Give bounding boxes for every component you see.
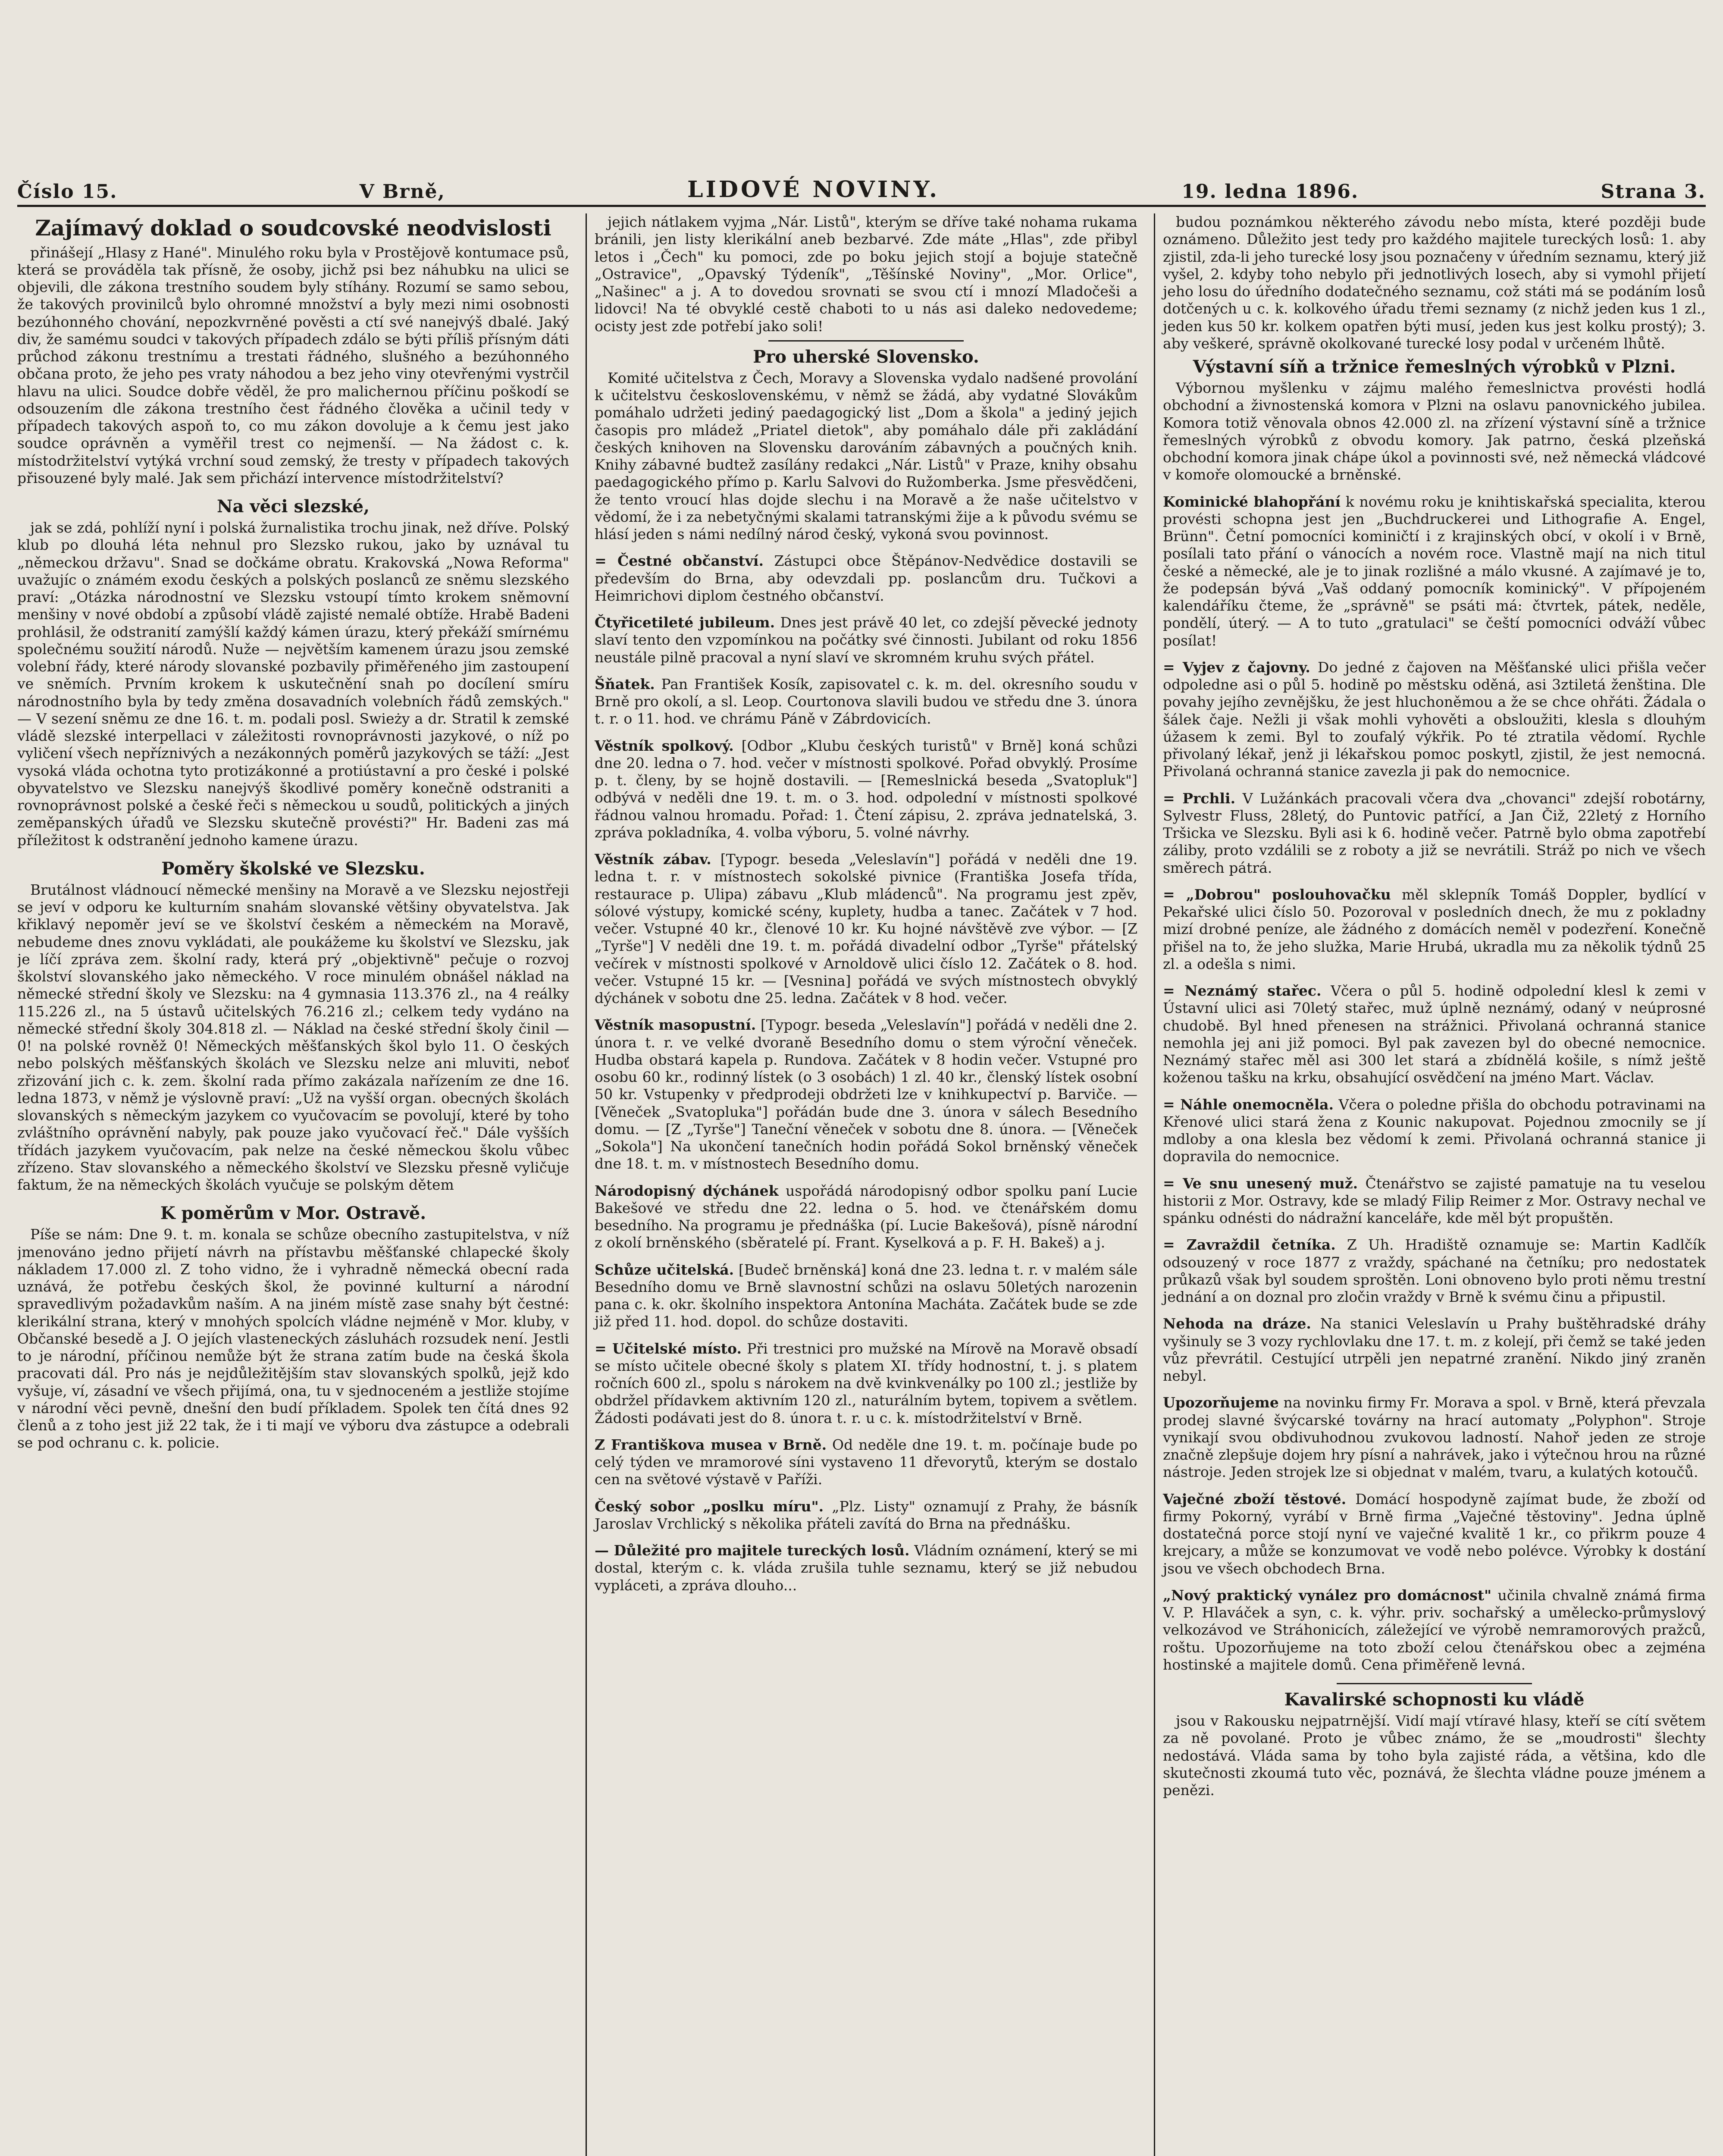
news-item (595, 737, 1137, 842)
news-item-body: Čtenářstvo se zajisté pamatuje na tu veselou historii z Mor. Ostravy, kde se mladý Filip Reimer z Mor. Ostravy nechal ve spánku odnésti do nádražní kanceláře, kde měl být propuštěn. (1163, 1175, 1706, 1226)
news-item-title: Kominické blahopřání (1163, 493, 1341, 510)
news-item-body: Vládním oznámení, který se mi dostal, kterým c. k. vláda zrušila tuhle seznamu, který se již nebudou vypláceti, a zpráva dlouho... (595, 1542, 1137, 1594)
news-item-title: = Učitelské místo. (595, 1340, 742, 1357)
news-item-title: Vaječné zboží těstové. (1163, 1490, 1347, 1507)
news-item-body: Včera o poledne přišla do obchodu potravinami na Křenové ulici stará žena z Kounic nakupovat. Pojednou zmocnily se jí mdloby a ona klesla bez vědomí k zemi. Přivolaná ochranná stanice ji dopravila do nemocnice. (1163, 1096, 1706, 1165)
article-body: přinášejí „Hlasy z Hané". Minulého roku byla v Prostějově kontumace psů, která se prováděla tak přísně, že osoby, jichž psi bez náhubku na ulici se objevili, dle zákona trestního soudem byly stíhány. Rozumí se samo sebou, že takových provinilců bylo ohromné množství a byly mezi nimi osobnosti bezúhonného chování, nepozkvrněné pověsti a ctí své nanejvýš dbalé. Jaký div, že samému soudci v takových případech zdálo se býti příliš přísným dáti průchod zákonu trestnímu a trestati řádného, slušného a bezúhonného občana proto, že jeho pes vraty náhodou a bez jeho viny otevřenými vystrčil hlavu na ulici. Soudce dobře věděl, že pro malichernou příčinu poškodí se odsouzením dle zákona trestního čest řádného člověka a učinil tedy v případech takových aspoň to, co mu zákon dovoluje a k čemu jest jako soudce oprávněn a vyměřil trest co nejmenší. — Na žádost c. k. místodržitelství vytýká vrchní soud zemský, že tresty v případech takových přisouzené byly malé. Jak sem přichází intervence místodržitelství? (17, 244, 569, 486)
page-header (17, 155, 1706, 203)
article (1163, 357, 1706, 484)
news-item-title: = Čestné občanství. (595, 552, 764, 570)
news-item (595, 1542, 1137, 1594)
news-item-title: Národopisný dýchánek (595, 1182, 779, 1199)
news-item-body: k novému roku je knihtiskařská specialita, kterou provésti schopna jest jen „Buchdruckerei und Lithografie A. Engel, Brünn". Četní pomocníci kominičtí i z krajinských obcí, v okolí i v Brně, posílali tato přání o vánocích a novém roce. Vlastně mají na nich titul české a německé, ale je to jinak rozlišné a málo vkusné. A zajímavé je to, že podepsán bývá „Vaš oddaný pomocník kominický". V přípojeném kalendáříku čteme, že „správně" se psáti má: čtvrtek, pátek, neděle, pondělí, úterý. — A to tuto „gratulaci" se čeští pomocníci odváží vůbec posílat! (1163, 493, 1706, 649)
news-item (1163, 790, 1706, 877)
news-item (1163, 1394, 1706, 1481)
article (17, 496, 569, 849)
city: V Brně, (359, 181, 445, 203)
news-item-body: uspořádá národopisný odbor spolku paní Lucie Bakešové ve středu dne 22. ledna o 5. hod. ve čtenářském domu besedního. Na programu je přednáška (pí. Lucie Bakešová), písně národní z okolí brněnského (sběratelé pí. Frant. Kyselková a p. F. H. Bakeš) a j. (595, 1182, 1137, 1251)
article-body: jak se zdá, pohlíží nyní i polská žurnalistika trochu jinak, než dříve. Polský klub po dlouhá léta nehnul pro Slezsko rukou, jako by uznával tu „německou državu". Snad se dočkáme obratu. Krakovská „Nowa Reforma" uvažujíc o známém exodu českých a polských poslanců ze sněmu slezského praví: „Otázka národnostní ve Slezsku vstoupí tímto krokem sněmovní menšiny v nové období a způsobí vládě zajisté nemalé obtíže. Hrabě Badeni prohlásil, že odstranití zamýšlí každý kámen úrazu, který překáží smírnému společnému soužití národů. Nuže — největším kamenem úrazu jsou zemské volební řády, které národy slovanské pozbavily přiměřeného jim zastoupení ve sněmích. Prvním krokem k uskutečnění snah po docílení smíru národnostního byla by tedy změna dosavadních volebních řádů zemských." — V sezení sněmu ze dne 16. t. m. podali posl. Swieży a dr. Stratil k zemské vládě slezské interpellaci v záležitosti rovnoprávnosti jazykové, o níž po vyličení všech nepříznivých a nezákonných poměrů jazykových se táží: „Jest vysoká vláda ochotna tyto protizákonné a protiústavní a pro české i polské obyvatelstvo ve Slezsku nanejvýš škodlivé poměry konečně odstraniti a rovnoprávnost polské a české řeči s německou u soudů, politických a jiných zeměpanských úřadů ve Slezsku skutečně provésti?" Hr. Badeni zas má příležitost k odstranění jednoho kamene úrazu. (17, 519, 569, 849)
header-rule (17, 205, 1706, 207)
news-item-body: [Typogr. beseda „Veleslavín"] pořádá v neděli dne 19. ledna t. r. v místnostech sokolské pivnice (Františka Josefa třída, restaurace p. Ulipa) zábavu „Klub mládenců". Na programu jest zpěv, sólové výstupy, komické scény, kuplety, hudba a tanec. Začátek v 7 hod. večer. Vstupné 40 kr., členové 10 kr. Ku hojné návštěvě zve výbor. — [Z „Tyrše"] V neděli dne 19. t. m. pořádá divadelní odbor „Tyrše" přátelský večírek v místnosti spolkové v Arnoldově ulici číslo 12. Začátek o 8. hod. večer. Vstupné 15 kr. — [Vesnina] pořádá ve svých místnostech obvyklý dýchánek v sobotu dne 25. ledna. Začátek v 8 hod. večer. (595, 851, 1137, 1006)
news-item-title: = Náhle onemocněla. (1163, 1096, 1334, 1113)
news-item-title: Šňatek. (595, 675, 655, 693)
news-item-title: = Neznámý stařec. (1163, 982, 1322, 999)
news-item-body: „Plz. Listy" oznamují z Prahy, že básník Jaroslav Vrchlický s několika přáteli zavítá do Brna na přednášku. (595, 1498, 1137, 1532)
news-item (1163, 1587, 1706, 1673)
issue-date: 19. ledna 1896. (1181, 181, 1359, 203)
article-body: Brutálnost vládnoucí německé menšiny na Moravě a ve Slezsku nejostřeji se jeví v odporu ke kulturním snahám slovanské většiny obyvatelstva. Jak křiklavý nepoměr jeví se ve školství českém a německém na Moravě, nebudeme dnes znovu vykládati, ale poukážeme ku školství ve Slezsku, jak je líčí zpráva zem. školní rady, která prý „objektivně" pečuje o rozvoj školství slovanského jako německého. V roce minulém obnášel náklad na německé střední školy ve Slezsku: na 4 gymnasia 113.376 zl., na 4 reálky 115.226 zl., na 5 ústavů učitelských 76.216 zl.; celkem tedy vydáno na německé střední školy 304.818 zl. — Náklad na české střední školy činil — 0! na polské rovněž 0! Německých měšťanských škol bylo 11. O českých nebo polských měšťanských školách ve Slezsku nelze ani mluviti, neboť zřizování jich c. k. zem. školní rada přímo zakázala nařízením ze dne 16. ledna 1873, v němž je výslovně praví: „Už na vyšší organ. obecných školách slovanských s německým jazykem co vyučovacím se povolují, které by toho zvláštního oprávnění nabyly, pak pouze jako vyučovací řeč." Dále vyšších třídách jazykem vyučovacím, pak nelze na české německou školu vůbec zřízeno. Stav slovanského a německého školství ve Slezsku přesně vyličuje faktum, že na německých školách vyučuje se polským dětem (17, 881, 569, 1193)
news-item-title: — Důležité pro majitele tureckých losů. (595, 1542, 910, 1559)
article-headline: Kavalirské schopnosti ku vládě (1284, 1689, 1585, 1710)
column-2 (586, 213, 1137, 2156)
news-item-title: Nehoda na dráze. (1163, 1315, 1311, 1332)
article-body: Komité učitelstva z Čech, Moravy a Slovenska vydalo nadšené provolání k učitelstvu československému, v němž se žádá, aby vydatné Slovákům pomáhalo udržeti jediný paedagogický list „Dom a škola" a jediný jejich časopis pro mládež „Priatel dietok", aby pomáhalo dále při zakládání českých knihoven na Slovensku darováním zábavných a poučných knih. Knihy zábavné budtež zasílány redakci „Nár. Listů" v Praze, knihy obsahu paedagogického přímo p. Karlu Salvovi do Ružomberka. Jsme přesvědčeni, že tento vroucí hlas dojde slechu i na Moravě a že naše učitelstvo v vědomí, že i za nebetyčnými skalami tatranskými žije a k původu svému se hlásí jeden s námi nedílný národ český, vykoná svou povinnost. (595, 369, 1137, 542)
news-item-title: Věstník zábav. (595, 851, 711, 868)
news-item-title: Čtyřicetileté jubileum. (595, 614, 775, 631)
news-item (595, 851, 1137, 1007)
news-item (1163, 1096, 1706, 1166)
news-item-title: „Nový praktický vynález pro domácnost" (1163, 1586, 1492, 1604)
separator (768, 340, 964, 342)
news-item-title: Věstník spolkový. (595, 737, 734, 754)
news-item (1163, 1175, 1706, 1227)
newspaper-title: LIDOVÉ NOVINY. (687, 176, 940, 203)
article-body: budou poznámkou některého závodu nebo místa, které později bude oznámeno. Důležito jest tedy pro každého majitele tureckých losů: 1. aby zjistil, zda-li jeho turecké losy jsou poznačeny v úředním seznamu, který již vyšel, 2. kdyby toho nebylo při jednotlivých losech, aby si vymohl přijetí jeho losu do úředního dodatečného seznamu, což státi má se podáním losů dotčených u c. k. kolkového úřadu třemi seznamy (z nichž jeden kus 1 zl., jeden kus 50 kr. kolkem opatřen býti musí, jeden kus jest kolku prostý); 3. aby veškeré, správně okolkované turecké losy podal v určeném lhůtě. (1163, 213, 1706, 352)
column-1 (17, 213, 569, 2156)
news-item (595, 676, 1137, 728)
article-headline: Výstavní síň a tržnice řemeslných výrobků v Plzni. (1193, 357, 1676, 377)
article-body: Výbornou myšlenku v zájmu malého řemeslnictva provésti hodlá obchodní a živnostenská komora v Plzni na oslavu panovnického jubilea. Komora totiž věnovala obnos 42.000 zl. na zřízení výstavní síně a tržnice řemeslných výrobků z obvodu komory. Jak patrno, česká plzeňská obchodní komora jinak chápe úkol a povinnosti své, než německá vládcové v komoře olomoucké a brněnské. (1163, 379, 1706, 483)
news-item-title: = Vyjev z čajovny. (1163, 658, 1310, 676)
issue-number: Číslo 15. (17, 181, 118, 203)
news-item (1163, 886, 1706, 973)
news-item-body: Od neděle dne 19. t. m. počínaje bude po celý týden ve mramorové síni vystaveno 11 dřevorytů, kterým se dostalo cen na světové výstavě v Paříži. (595, 1436, 1137, 1488)
news-item (595, 1436, 1137, 1489)
news-item-title: = Ve snu unesený muž. (1163, 1175, 1358, 1192)
news-item (595, 1498, 1137, 1533)
article-headline: K poměrům v Mor. Ostravě. (160, 1203, 426, 1224)
column-3 (1154, 213, 1706, 2156)
article (1163, 1689, 1706, 1799)
page-number: Strana 3. (1601, 181, 1706, 203)
news-item (1163, 982, 1706, 1087)
news-item (595, 552, 1137, 605)
news-item-body: Do jedné z čajoven na Měšťanské ulici přišla večer odpoledne asi o půl 5. hodině po městsku oděná, asi 3ztiletá ženština. Dle povahy jejího zevnějšku, že jest hluchoněmou a že se chce ohřáti. Žádala o šálek čaje. Nežli ji však mohli vyhověti a obsloužiti, klesla s dlouhým úžasem k zemi. Byl to zoufalý výkřik. Po té ztratila vědomí. Rychle přivolaný lékař, jenž ji lékařskou pomoc poskytl, zjistil, že jest nemocná. Přivolaná ochranná stanice zavezla ji pak do nemocnice. (1163, 658, 1706, 780)
article (17, 217, 569, 487)
news-item (595, 1016, 1137, 1172)
news-item-body: Domácí hospodyně zajímat bude, že zboží od firmy Pokorný, vyrábí v Brně firma „Vaječné těstoviny". Jedna úplně dostatečná porce stojí nyní ve vaječné kvalitě 1 kr., co přikrm pouze 4 krejcary, a může se konzumovat ve vodě nebo polévce. Výrobky k dostání jsou ve všech obchodech Brna. (1163, 1490, 1706, 1577)
article-headline: Na věci slezské, (216, 496, 370, 517)
news-item-title: Schůze učitelská. (595, 1261, 734, 1278)
news-item-title: Z Františkova musea v Brně. (595, 1436, 827, 1453)
news-item-body: Pan František Kosík, zapisovatel c. k. m. del. okresního soudu v Brně pro okolí, a sl. Leop. Courtonova slavili budou ve středu dne 3. února t. r. o 11. hod. ve chrámu Páně v Zábrdovicích. (595, 675, 1137, 727)
news-item (595, 1182, 1137, 1252)
news-item-body: učinila chvalně známá firma V. P. Hlaváček a syn, c. k. výhr. priv. sochařský a umělecko-průmyslový velkozávod ve Stráhonicích, záležející ve výrobě nemramorových pražců, roštu. Upozorňujeme na toto zboží celou čtenářskou obec a zejména hostinské a majitele domů. Cena přiměřeně levná. (1163, 1586, 1706, 1673)
news-item-body: Z Uh. Hradiště oznamuje se: Martin Kadlčík odsouzený v roce 1877 z vraždy, spáchané na četníku; pro nedostatek průkazů však byl soudem sproštěn. Loni obnoveno bylo proti němu trestní jednání a on doznal pro zločin vraždy v Brně k svému činu a připustil. (1163, 1236, 1706, 1305)
article-headline: Poměry školské ve Slezsku. (161, 858, 425, 879)
news-item-title: Upozorňujeme (1163, 1394, 1279, 1411)
news-item (595, 1261, 1137, 1331)
news-item-body: Zástupci obce Štěpánov-Nedvědice dostavili se především do Brna, aby odevzdali pp. poslancům dru. Tučkovi a Heimrichovi diplom čestného občanství. (595, 552, 1137, 604)
news-item-body: na novinku firmy Fr. Morava a spol. v Brně, která převzala prodej slavné švýcarské továrny na hrací automaty „Polyphon". Stroje vynikají svou obdivuhodnou zvukovou ladností. Nahoř jeden ze stroje značně zlepšuje dojem hry písní a nahrávek, jako i výtečnou hrou na různé nástroje. Jeden strojek lze si objednat v malém, tvaru, a kulatých kotoučů. (1163, 1394, 1706, 1481)
article (595, 347, 1137, 543)
news-item-title: Věstník masopustní. (595, 1016, 756, 1034)
news-item-body: Dnes jest právě 40 let, co zdejší pěvecké jednoty slaví tento den vzpomínkou na počátky své činnosti. Jubilant od roku 1856 neustále pilně pracoval a nyní slaví ve skromném kruhu svých přátel. (595, 614, 1137, 666)
news-item (595, 1340, 1137, 1427)
news-item (1163, 1315, 1706, 1385)
article-body: jejich nátlakem vyjma „Nár. Listů", kterým se dříve také nohama rukama bránili, jen listy klerikální aneb bezbarvé. Zde máte „Hlas", zde přibyl letos i „Čech" ku pomoci, zde po boku jejich stojí a bojuje statečně „Ostravice", „Opavský Týdeník", „Těšínské Noviny", „Mor. Orlice", „Našinec" a j. A to dovedou srovnati se svou ctí i mnozí Mladočeši a lidovci! Na té obvyklé cestě chaboti to u nás asi daleko nedovedeme; ocisty jest zde potřebí jako soli! (595, 213, 1137, 335)
news-item-body: [Budeč brněnská] koná dne 23. ledna t. r. v malém sále Besedního domu ve Brně slavnostní schůzi na oslavu 50letých narozenin pana c. k. okr. školního inspektora Antonína Macháta. Začátek bude se zde již před 11. hod. dopol. do schůze dostaviti. (595, 1261, 1137, 1330)
news-item-body: Na stanici Veleslavín u Prahy buštěhradské dráhy vyšinuly se 3 vozy rychlovlaku dne 17. t. m. z kolejí, při čemž se také jeden vůz převrátil. Cestující utrpěli jen nepatrné zranění. Nikdo jiný zraněn nebyl. (1163, 1315, 1706, 1384)
news-item-body: měl sklepník Tomáš Doppler, bydlící v Pekařské ulici číslo 50. Pozoroval v posledních dnech, že mu z pokladny mizí drobné peníze, ale žádného z domácích neměl v podezření. Konečně přišel na to, že jeho služka, Marie Hrubá, ukradla mu za několik týdnů 25 zl. a odešla s nimi. (1163, 886, 1706, 972)
news-item (1163, 1236, 1706, 1306)
article-headline: Pro uherské Slovensko. (753, 346, 979, 367)
news-item (1163, 659, 1706, 780)
news-item-title: = Zavraždil četníka. (1163, 1236, 1336, 1253)
columns (17, 213, 1706, 2156)
article (17, 1203, 569, 1451)
news-item-title: Český sobor „poslku míru". (595, 1498, 824, 1515)
news-item-body: V Lužánkách pracovali včera dva „chovanci" zdejší robotárny, Sylvestr Fluss, 28letý, do Puntovic patřící, a Jan Čiž, 22letý z Horního Tršicka ve Slezsku. Byli asi k 6. hodině večer. Patrně bylo obma zapotřebí záliby, proto vzdálili se z roboty a již se nevrátili. Stráž po nich ve všech směrech pátrá. (1163, 790, 1706, 876)
article-headline: Zajímavý doklad o soudcovské neodvislosti (35, 215, 551, 241)
news-item-body: [Typogr. beseda „Veleslavín"] pořádá v neděli dne 2. února t. r. ve velké dvoraně Besedního domu o stem výroční věneček. Hudba obstará kapela p. Rundova. Začátek v 8 hodin večer. Vstupné pro osobu 60 kr., rodinný lístek (o 3 osobách) 1 zl. 40 kr., členský lístek osobní 50 kr. Vstupenky v předprodeji obdržeti lze v knihkupectví p. Barviče. — [Věneček „Svatopluka"] pořádán bude dne 3. února v sálech Besedního domu. — [Z „Tyrše"] Taneční věneček v sobotu dne 8. února. — [Věneček „Sokola"] Na ukončení tanečních hodin pořádá Sokol brněnský věneček dne 18. t. m. v místnostech Besedního domu. (595, 1016, 1137, 1172)
article (17, 859, 569, 1194)
news-item-body: [Odbor „Klubu českých turistů" v Brně] koná schůzi dne 20. ledna o 7. hod. večer v místnosti spolkové. Pořad obvyklý. Prosíme p. t. členy, by se hojně dostavili. — [Remeslnická beseda „Svatopluk"] odbývá v neděli dne 19. t. m. o 3. hod. odpolední v místnosti spolkové řádnou valnou hromadu. Pořad: 1. Čtení zápisu, 2. zpráva jednatelská, 3. zpráva pokladníka, 4. volba výboru, 5. volné návrhy. (595, 737, 1137, 841)
separator (1337, 1683, 1532, 1684)
news-item (1163, 1491, 1706, 1577)
news-item-body: Při trestnici pro mužské na Mírově na Moravě obsadí se místo učitele obecné školy s platem XI. třídy hodnostní, t. j. s platem ročních 600 zl., spolu s nárokem na dvě kvinkvenálky po 100 zl.; jestliže by obdržel přídavkem aktivním 120 zl., naturálním bytem, topivem a světlem. Žádosti podávati jest do 8. února t. r. u c. k. místodržitelství v Brně. (595, 1340, 1137, 1426)
news-item (1163, 493, 1706, 649)
news-item-title: = „Dobrou" poslouhovačku (1163, 886, 1391, 903)
news-item-body: Včera o půl 5. hodině odpolední klesl k zemi v Ústavní ulici asi 70letý stařec, muž úplně neznámý, odaný v neúprosné chudobě. Byl hned přenesen na strážnici. Přivolaná ochranná stanice nemohla jej ani již pomoci. Byl pak zavezen byl do obecné nemocnice. Neznámý stařec měl asi 300 let stará a zbídnělá košile, s nímž ještě koženou tašku na krku, obsahující osvědčení na jméno Mart. Václav. (1163, 982, 1706, 1086)
news-item-title: = Prchli. (1163, 790, 1236, 807)
news-item (595, 614, 1137, 666)
article-body: Píše se nám: Dne 9. t. m. konala se schůze obecního zastupitelstva, v níž jmenováno jedno přijetí návrh na přístavbu měšťanské chlapecké školy nákladem 17.000 zl. Z toho vidno, že i vyhradně německá obecní rada uznává, že potřebu českých škol, že povinné kulturní a národní spravedlivým požadavkům naším. A na jiném místě zase snahy být čestné: klerikální strana, který v mnohých spolcích vládne nejméně v Mor. kluby, v Občanské besedě a J. O jejích vlasteneckých zásluhách rozsudek není. Jestli to je národní, příčinou nemůže být že strana zatím bude na česká škola pracovati dál. Pro nás je nejdůležitějším stav slovanských spolků, jejž kdo vyšuje, ví, zásadní ve všech přijímá, ona, tu v sjednoceném a jestliže stojíme v národní věci pevně, dnešní den budí příkladem. Spolek ten čítá dnes 92 členů a z toho jest již 22 tak, že i ti mají ve výboru dva zástupce a odebrali se pod ochranu c. k. policie. (17, 1226, 569, 1451)
article-body: jsou v Rakousku nejpatrnější. Vidí mají vtíravé hlasy, kteří se cítí světem za ně povolané. Proto je vůbec známo, že se „moudrosti" šlechty nedostává. Vláda sama by toho byla zajisté ráda, a většina, kdo dle skutečnosti zkoumá tuto věc, poznává, že šlechta vládne pouze jménem a penězi. (1163, 1712, 1706, 1799)
